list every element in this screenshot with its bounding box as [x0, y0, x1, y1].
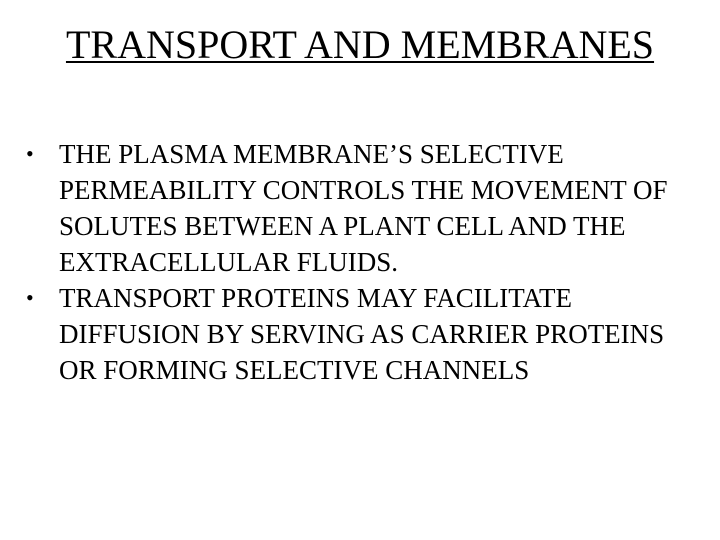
bullet-item — [24, 136, 704, 280]
bullet-item — [24, 280, 704, 388]
bullet-text: THE PLASMA MEMBRANE’S SELECTIVE PERMEABILITY CONTROLS THE MOVEMENT OF SOLUTES BETWEEN A PLANT CELL AND THE EXTRACELLULAR FLUIDS. — [59, 139, 668, 277]
bullet-list — [24, 136, 704, 388]
bullet-text: TRANSPORT PROTEINS MAY FACILITATE DIFFUSION BY SERVING AS CARRIER PROTEINS OR FORMING SELECTIVE CHANNELS — [59, 283, 665, 385]
bullet-marker: • — [26, 141, 34, 166]
slide-title: TRANSPORT AND MEMBRANES — [65, 22, 655, 67]
bullet-marker: • — [26, 285, 34, 310]
